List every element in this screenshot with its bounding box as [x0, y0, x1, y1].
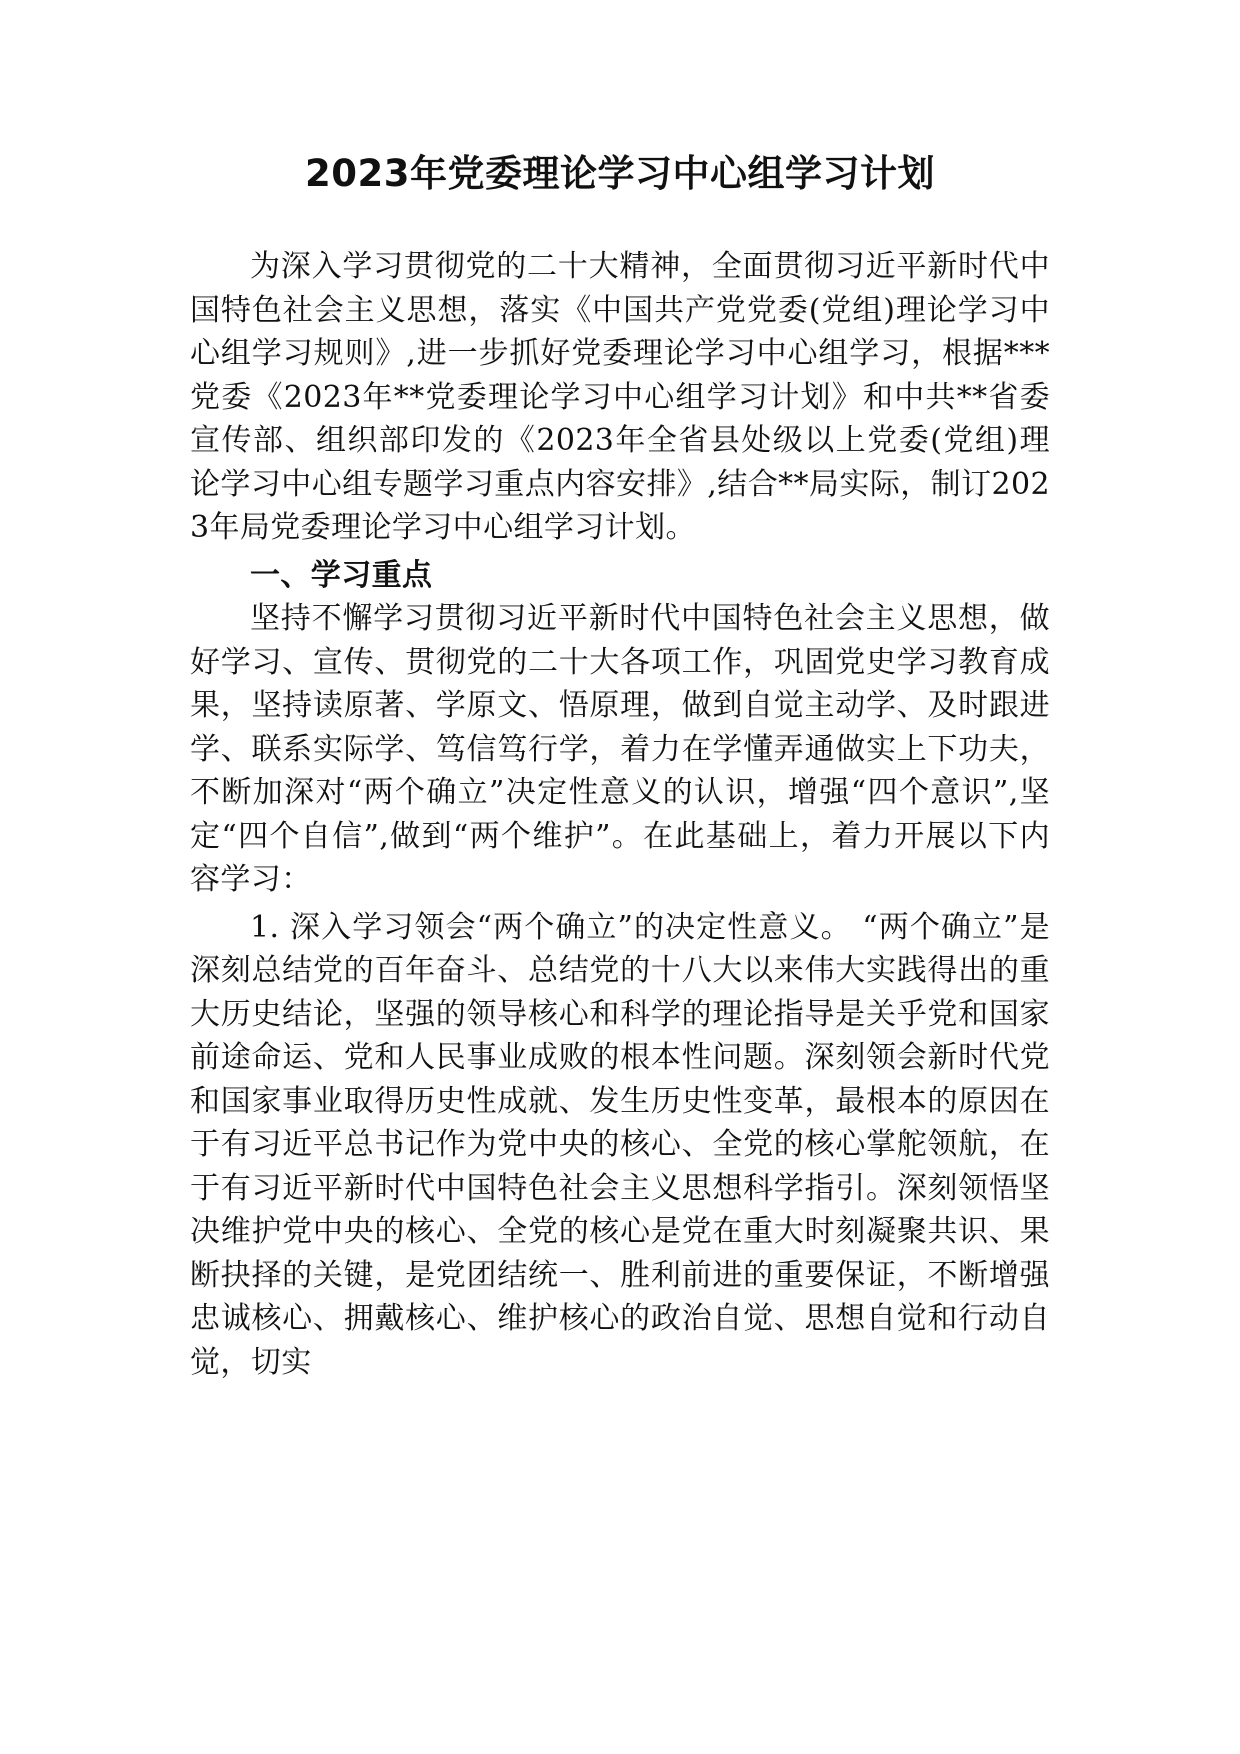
document-title: 2023年党委理论学习中心组学习计划: [305, 152, 935, 195]
study-focus-paragraph: 坚持不懈学习贯彻习近平新时代中国特色社会主义思想，做好学习、宣传、贯彻党的二十大各项工作，巩固党史学习教育成果，坚持读原著、学原文、悟原理，做到自觉主动学、及时跟进学、联系实际学、笃信笃行学，着力在学懂弄通做实上下功夫，不断加深对“两个确立”决定性意义的认识，增强“四个意识”,坚定“四个自信”,做到“两个维护”。在此基础上，着力开展以下内容学习：: [190, 601, 1050, 897]
document-body: [190, 245, 1050, 1384]
item-1-paragraph: 1. 深入学习领会“两个确立”的决定性意义。 “两个确立”是深刻总结党的百年奋斗、总结党的十八大以来伟大实践得出的重大历史结论，坚强的领导核心和科学的理论指导是关乎党和国家前途命运、党和人民事业成败的根本性问题。深刻领会新时代党和国家事业取得历史性成就、发生历史性变革，最根本的原因在于有习近平总书记作为党中央的核心、全党的核心掌舵领航，在于有习近平新时代中国特色社会主义思想科学指引。深刻领悟坚决维护党中央的核心、全党的核心是党在重大时刻凝聚共识、果断抉择的关键，是党团结统一、胜利前进的重要保证，不断增强忠诚核心、拥戴核心、维护核心的政治自觉、思想自觉和行动自觉，切实: [190, 909, 1050, 1380]
intro-paragraph: 为深入学习贯彻党的二十大精神，全面贯彻习近平新时代中国特色社会主义思想，落实《中国共产党党委(党组)理论学习中心组学习规则》,进一步抓好党委理论学习中心组学习，根据***党委《2023年**党委理论学习中心组学习计划》和中共**省委宣传部、组织部印发的《2023年全省县处级以上党委(党组)理论学习中心组专题学习重点内容安排》,结合**局实际，制订2023年局党委理论学习中心组学习计划。: [190, 249, 1050, 545]
section-heading-study-focus: 一、学习重点: [250, 557, 433, 593]
